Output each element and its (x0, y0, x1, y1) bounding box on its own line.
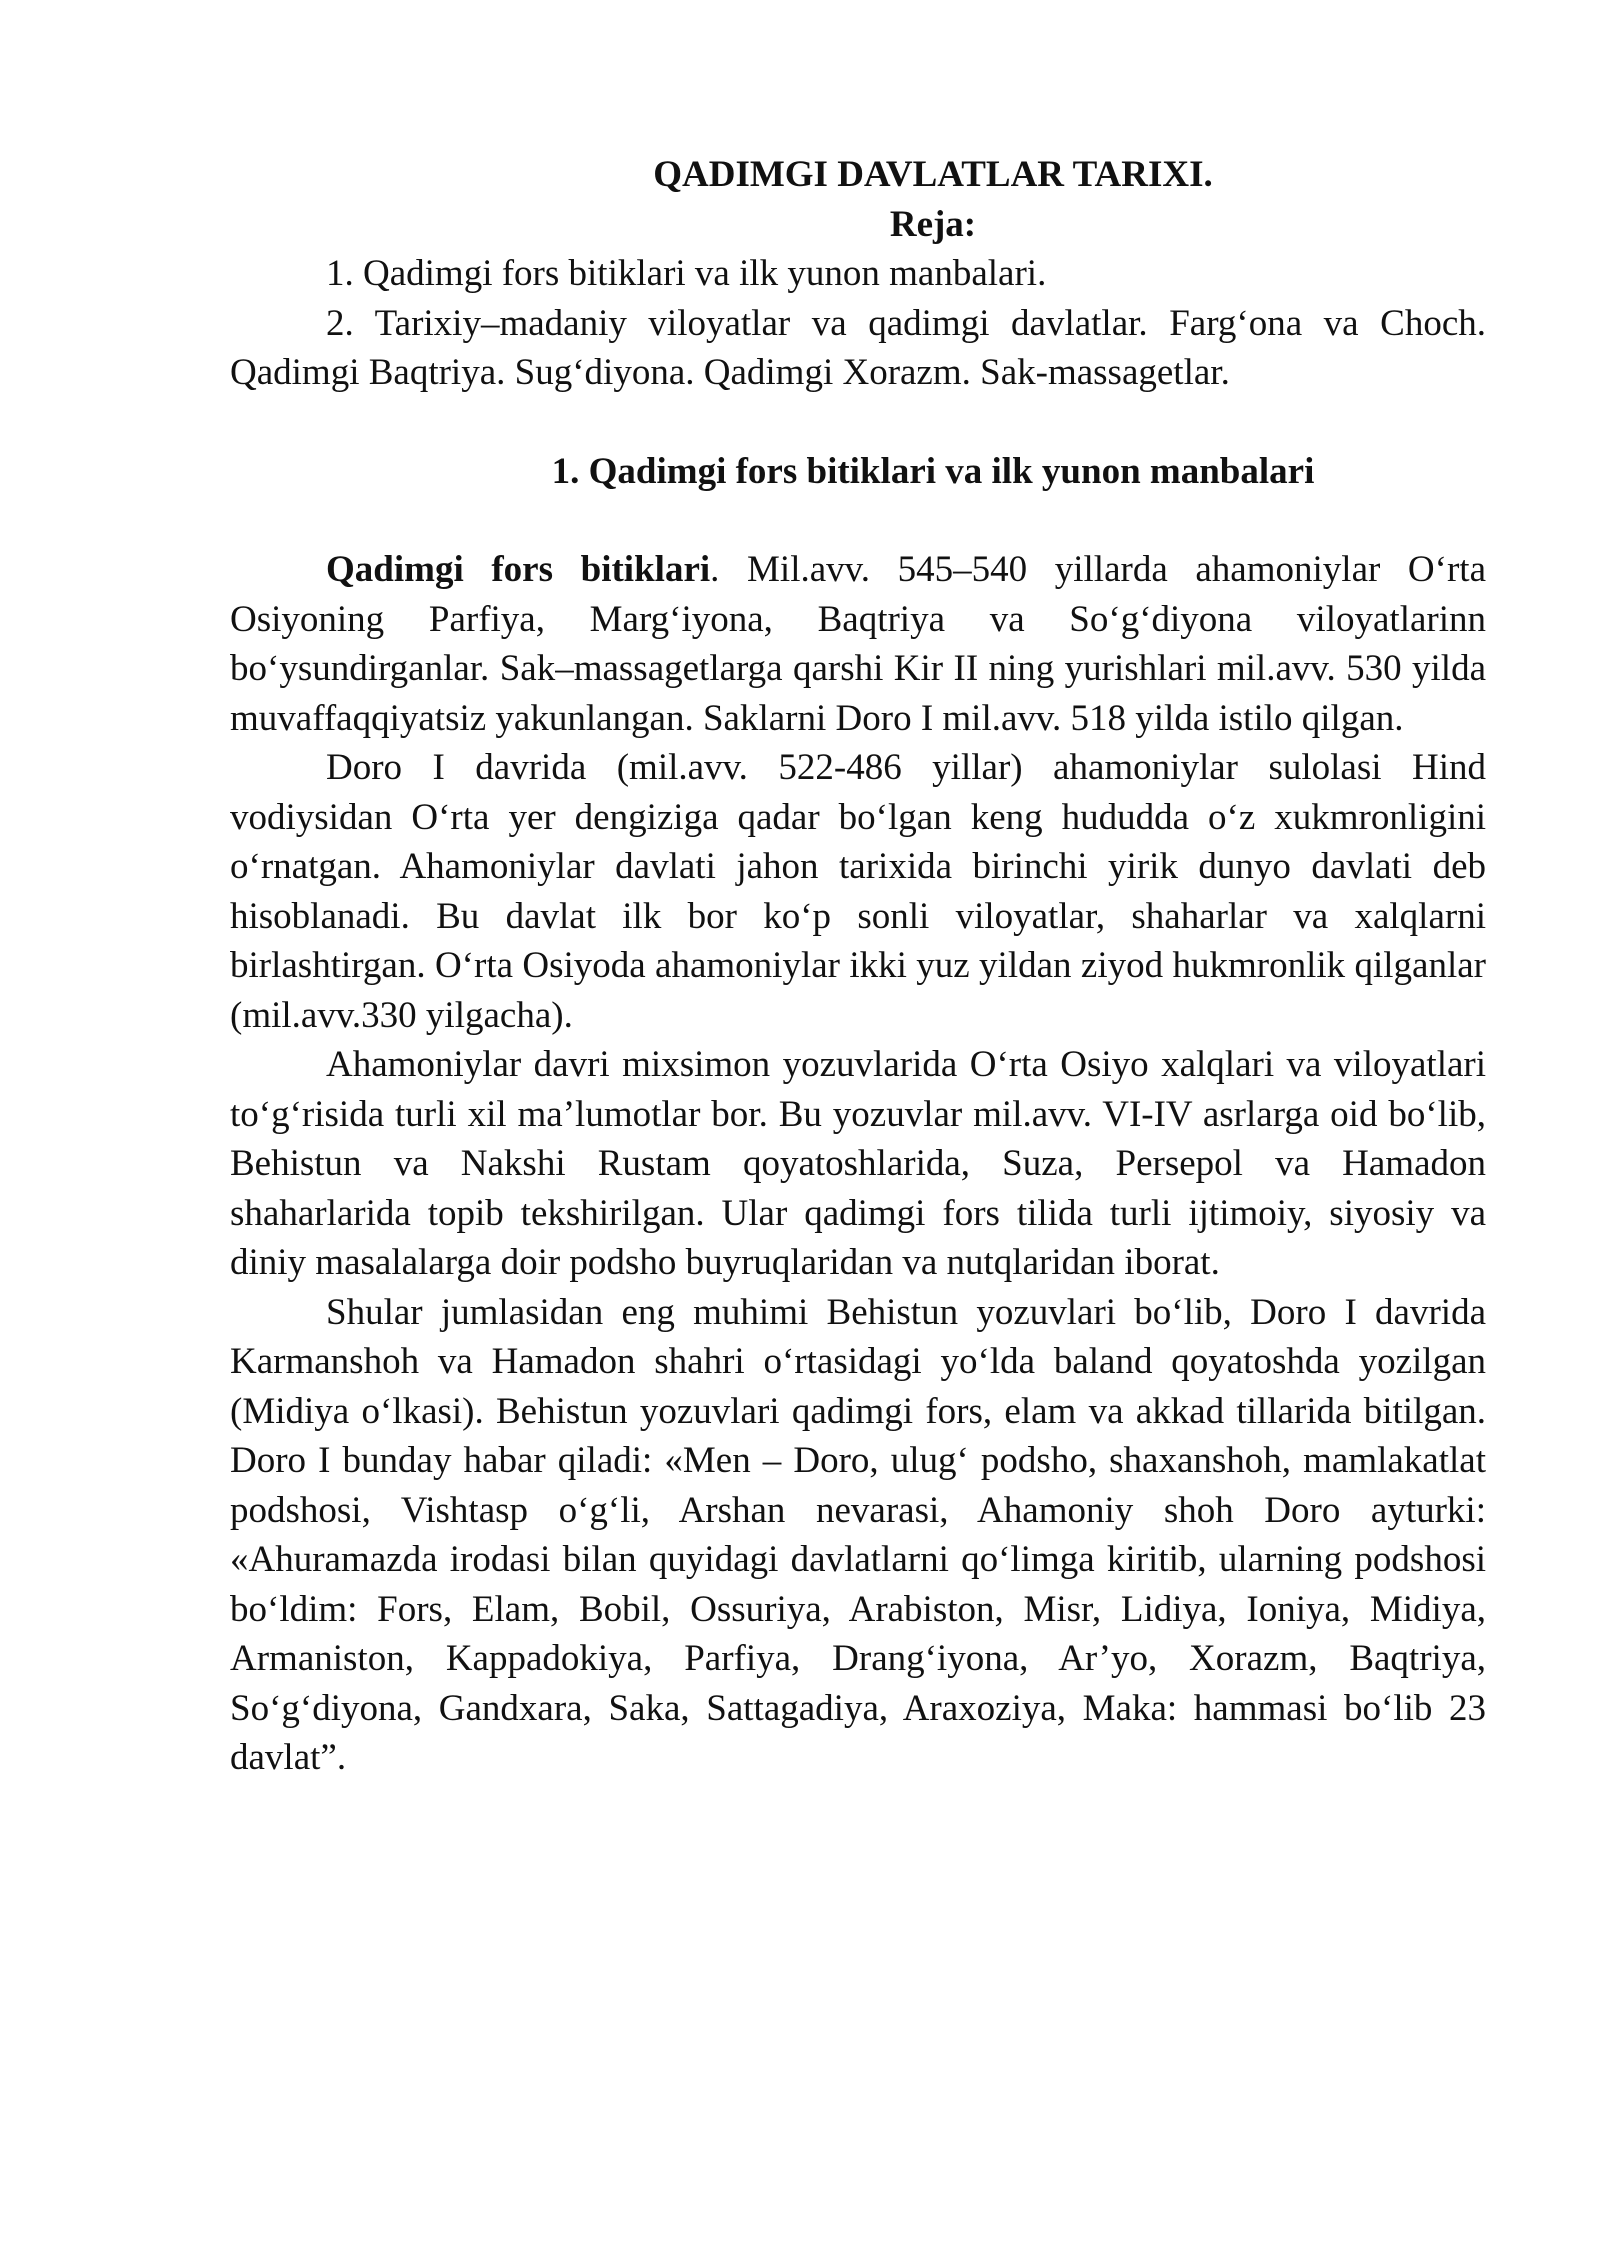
paragraph-3: Ahamoniylar davri mixsimon yozuvlarida O‘rta Osiyo xalqlari va viloyatlari to‘g‘risida turli xil ma’lumotlar bor. Bu yozuvlar mil.avv. VI-IV asrlarga oid bo‘lib, Behistun va Nakshi Rustam qoyatoshlarida, Suza, Persepol va Hamadon shaharlarida topib tekshirilgan. Ular qadimgi fors tilida turli ijtimoiy, siyosiy va diniy masalalarga doir podsho buyruqlaridan va nutqlaridan iborat. (230, 1044, 1486, 1283)
section-heading: 1. Qadimgi fors bitiklari va ilk yunon manbalari (551, 450, 1315, 492)
plan-item-1: 1. Qadimgi fors bitiklari va ilk yunon manbalari. (326, 253, 1047, 294)
plan-item-2: 2. Tarixiy–madaniy viloyatlar va qadimgi davlatlar. Farg‘ona va Choch. Qadimgi Baqtriya. Sug‘diyona. Qadimgi Xorazm. Sak-massagetlar. (230, 302, 1486, 393)
paragraph-text: . Mil.avv. 545–540 yillarda ahamoniylar O‘rta Osiyoning Parfiya, Marg‘iyona, Baqtriya va So‘g‘diyona viloyatlarinn bo‘ysundirganlar. Sak–massagetlarga qarshi Kir II ning yurishlari mil.avv. 530 yilda muvaffaqqiyatsiz yakunlangan. Saklarni Doro I mil.avv. 518 yilda istilo qilgan. (230, 549, 1486, 739)
plan-heading: Reja: (889, 203, 977, 245)
document-title: QADIMGI DAVLATLAR TARIXI. (653, 154, 1213, 195)
paragraph-2: Doro I davrida (mil.avv. 522-486 yillar) ahamoniylar sulolasi Hind vodiysidan O‘rta yer dengiziga qadar bo‘lgan keng hududda o‘z xukmronligini o‘rnatgan. Ahamoniylar davlati jahon tarixida birinchi yirik dunyo davlati deb hisoblanadi. Bu davlat ilk bor ko‘p sonli viloyatlar, shaharlar va xalqlarni birlashtirgan. O‘rta Osiyoda ahamoniylar ikki yuz yildan ziyod hukmronlik qilganlar (mil.avv.330 yilgacha). (230, 747, 1486, 1036)
paragraph-1 (230, 545, 1486, 743)
paragraph-lead: Qadimgi fors bitiklari (326, 549, 711, 590)
document-page (230, 150, 1486, 1783)
paragraph-4: Shular jumlasidan eng muhimi Behistun yozuvlari bo‘lib, Doro I davrida Karmanshoh va Hamadon shahri o‘rtasidagi yo‘lda baland qoyatoshda yozilgan (Midiya o‘lkasi). Behistun yozuvlari qadimgi fors, elam va akkad tillarida bitilgan. Doro I bunday habar qiladi: «Men – Doro, ulug‘ podsho, shaxanshoh, mamlakatlat podshosi, Vishtasp o‘g‘li, Arshan nevarasi, Ahamoniy shoh Doro ayturki: «Ahuramazda irodasi bilan quyidagi davlatlarni qo‘limga kiritib, ularning podshosi bo‘ldim: Fors, Elam, Bobil, Ossuriya, Arabiston, Misr, Lidiya, Ioniya, Midiya, Armaniston, Kappadokiya, Parfiya, Drang‘iyona, Ar’yo, Xorazm, Baqtriya, So‘g‘diyona, Gandxara, Saka, Sattagadiya, Araxoziya, Maka: hammasi bo‘lib 23 davlat”. (230, 1291, 1486, 1778)
